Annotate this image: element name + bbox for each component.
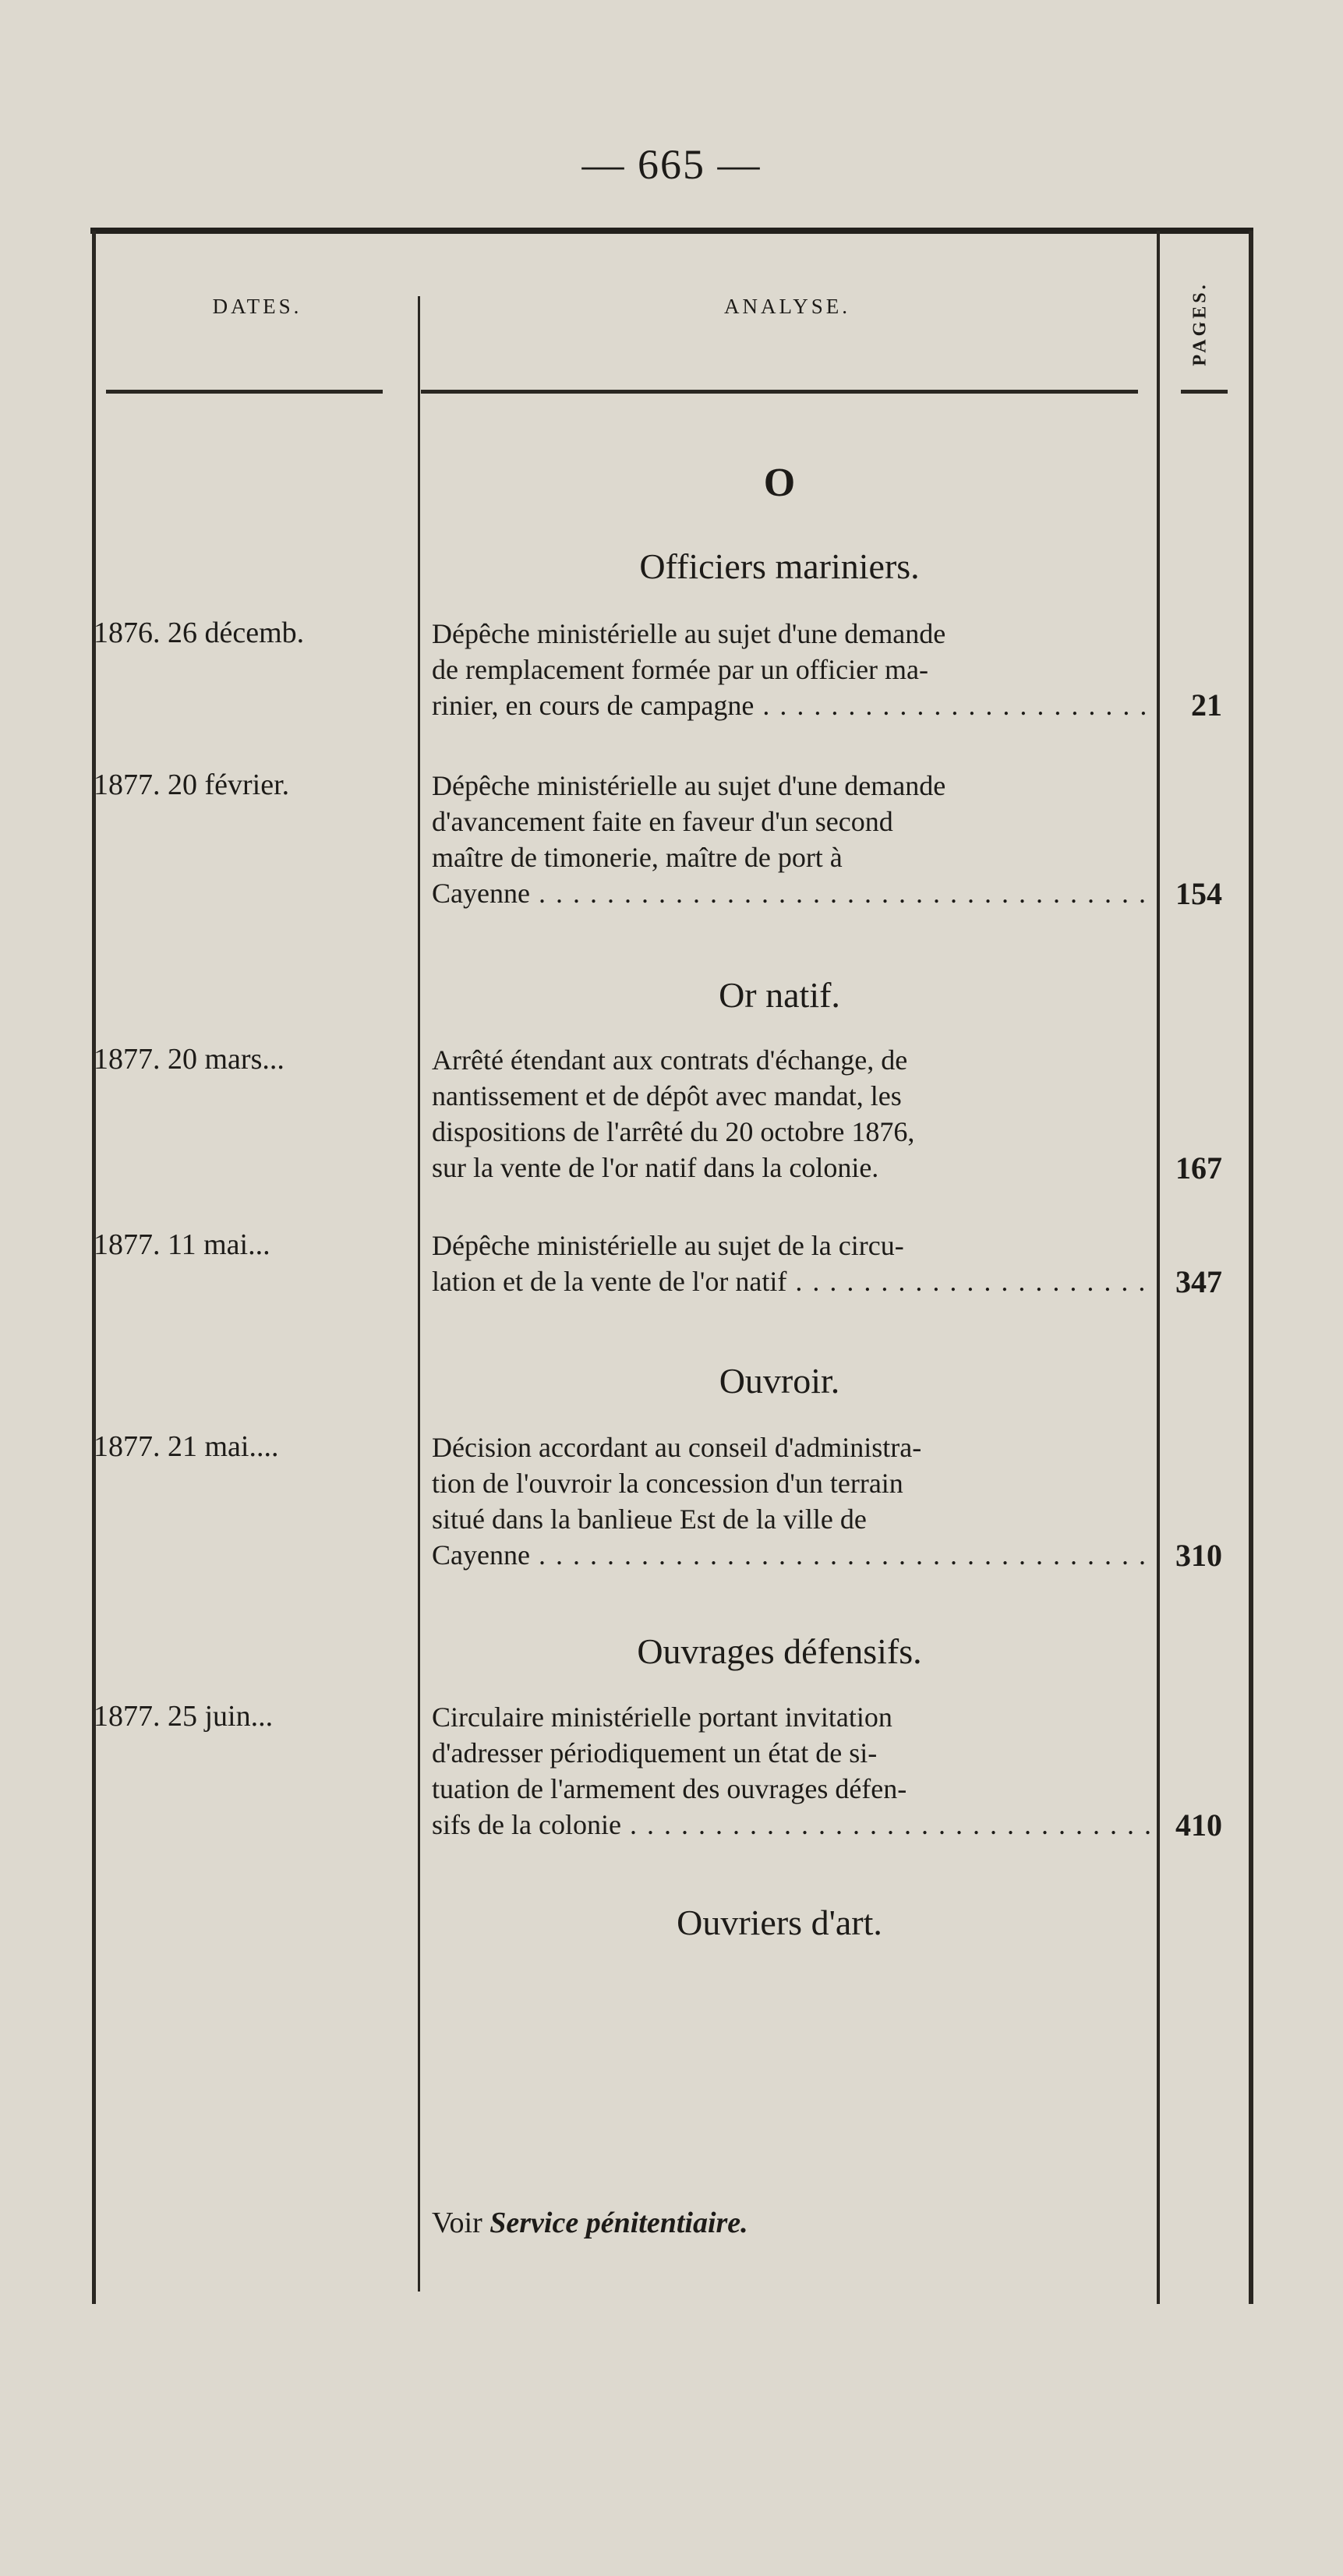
- column-header-pages: PAGES.: [1189, 281, 1210, 366]
- entry-page: 310: [1175, 1538, 1222, 1573]
- entry-date: 1877. 25 juin...: [94, 1700, 274, 1733]
- entry-line: Décision accordant au conseil d'administra-: [432, 1432, 922, 1463]
- entry-line: Cayenne . . .: [432, 875, 1153, 911]
- section-letter: O: [763, 461, 796, 505]
- pages-column-divider: [1157, 231, 1160, 2304]
- entry-date: 1876. 26 décemb.: [94, 617, 305, 649]
- entry-line: Dépêche ministérielle au sujet d'une demande: [432, 770, 946, 801]
- entry-page: 154: [1175, 876, 1222, 911]
- entry-line: situé dans la banlieue Est de la ville de: [432, 1504, 867, 1535]
- table-top-border: [90, 228, 1253, 234]
- entry-date: 1877. 21 mai....: [94, 1430, 279, 1463]
- entry-line: rinier, en cours de campagne . . .: [432, 687, 1153, 723]
- entry-line: d'avancement faite en faveur d'un second: [432, 806, 893, 837]
- entry-date: 1877. 11 mai...: [94, 1228, 270, 1261]
- entry-line: sur la vente de l'or natif dans la colonie.: [432, 1152, 879, 1183]
- entry-page: 410: [1175, 1807, 1222, 1843]
- entry-line: de remplacement formée par un officier ma-: [432, 654, 929, 685]
- entry-line: tuation de l'armement des ouvrages défen-: [432, 1773, 907, 1804]
- entry-line: Dépêche ministérielle au sujet de la circu-: [432, 1230, 904, 1261]
- entry-line: Circulaire ministérielle portant invitation: [432, 1701, 892, 1733]
- section-title: Ouvriers d'art.: [677, 1903, 882, 1942]
- entry-text: [432, 1429, 1153, 1573]
- entry-line: d'adresser périodiquement un état de si-: [432, 1737, 878, 1769]
- entry-text: [432, 1228, 1153, 1299]
- section-title: Ouvroir.: [719, 1361, 840, 1401]
- entry-date: 1877. 20 mars...: [94, 1043, 285, 1076]
- dates-header-rule: [106, 390, 383, 394]
- entry-line: lation et de la vente de l'or natif . . .: [432, 1263, 1153, 1299]
- section-title: Or natif.: [719, 975, 840, 1015]
- analyse-header-rule: [421, 390, 1138, 394]
- entry-line: Cayenne . . .: [432, 1537, 1153, 1573]
- entry-text: [432, 1699, 1153, 1843]
- entry-date: 1877. 20 février.: [94, 769, 290, 801]
- section-title: Ouvrages défensifs.: [637, 1631, 922, 1671]
- see-also-prefix: Voir: [432, 2207, 482, 2239]
- entry-text: [432, 768, 1153, 911]
- entry-line: nantissement et de dépôt avec mandat, les: [432, 1080, 902, 1111]
- entry-line: tion de l'ouvroir la concession d'un terrain: [432, 1468, 903, 1499]
- section-title: Officiers mariniers.: [639, 546, 920, 586]
- entry-page: 347: [1175, 1264, 1222, 1299]
- dates-column-divider: [418, 296, 420, 2292]
- entry-line: dispositions de l'arrêté du 20 octobre 1876,: [432, 1116, 915, 1147]
- entry-line: Arrêté étendant aux contrats d'échange, de: [432, 1044, 908, 1076]
- see-also-target: Service pénitentiaire.: [489, 2207, 748, 2239]
- right-border: [1249, 231, 1253, 2304]
- entry-line: Dépêche ministérielle au sujet d'une demande: [432, 618, 946, 649]
- column-header-dates: DATES.: [212, 295, 302, 318]
- page-number: — 665 —: [581, 141, 762, 188]
- entry-line: maître de timonerie, maître de port à: [432, 842, 843, 873]
- left-border: [92, 231, 96, 2304]
- entry-text: [432, 616, 1153, 723]
- entry-text: [432, 1042, 1153, 1186]
- entry-page: 167: [1175, 1150, 1222, 1186]
- column-header-analyse: ANALYSE.: [723, 295, 851, 318]
- entry-page: 21: [1191, 687, 1222, 723]
- pages-header-rule: [1181, 390, 1228, 394]
- entry-line: sifs de la colonie . . .: [432, 1807, 1153, 1843]
- see-also-reference: [432, 2206, 748, 2240]
